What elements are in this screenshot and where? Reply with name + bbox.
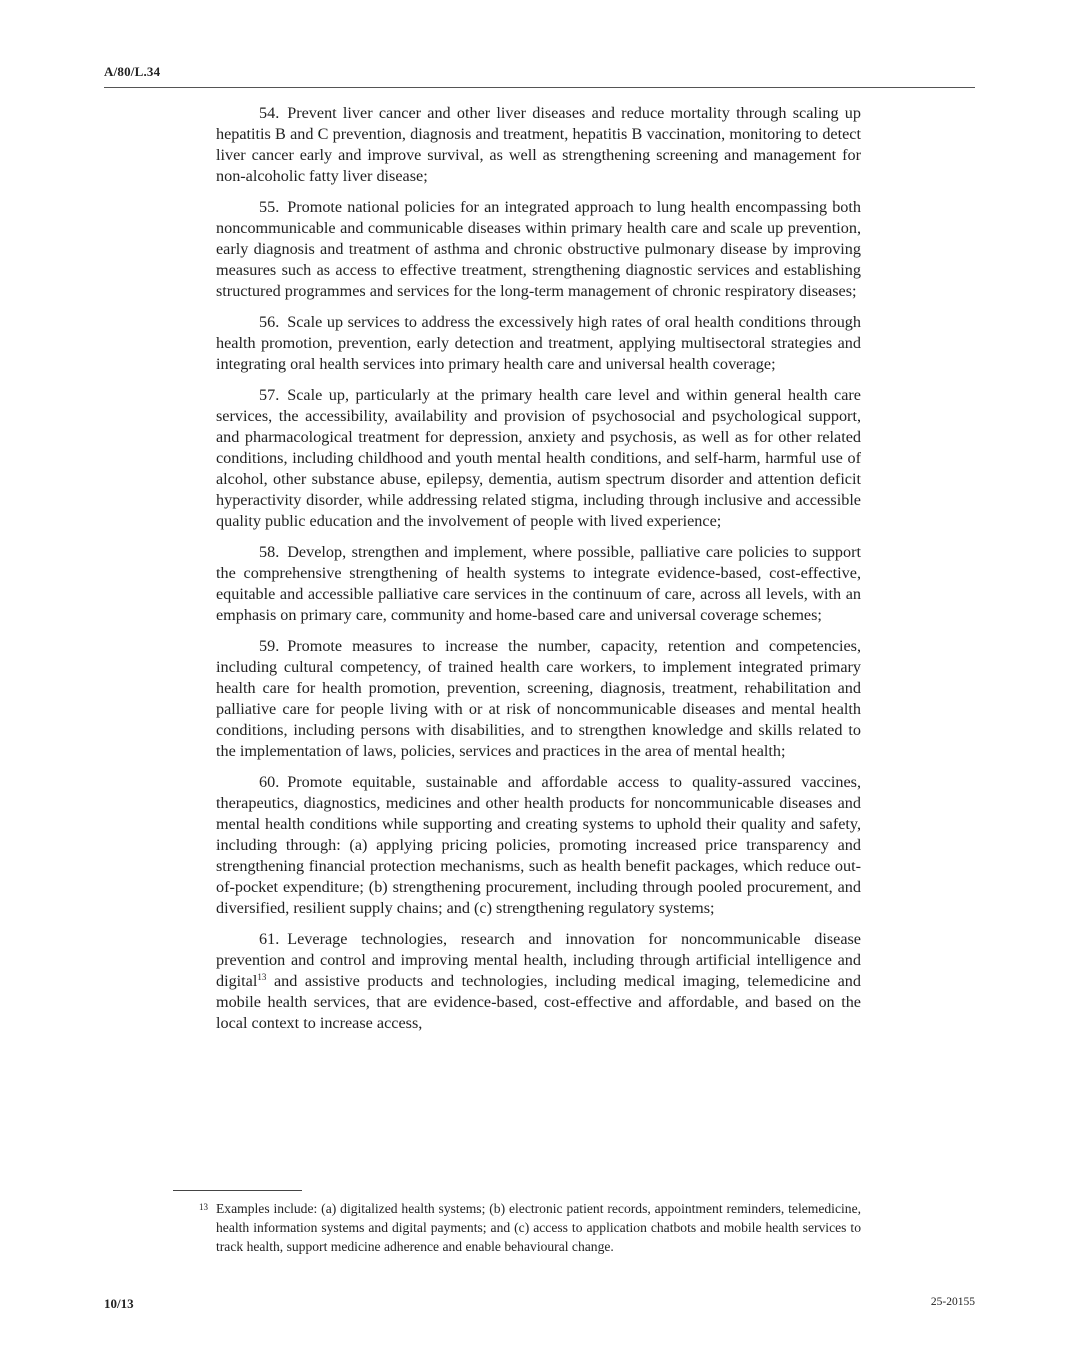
paragraph-text: Promote national policies for an integrated approach to lung health encompassing both noncommunicable and communicable diseases within primary health care and scale up prevention, early diagnosis and treatment of asthma and chronic obstructive pulmonary disease by improving measures such as access to effective treatment, strengthening diagnostic services and establishing structured programmes and services for the long-term management of chronic respiratory diseases; (216, 197, 861, 301)
paragraph-57 (216, 385, 861, 533)
header-divider (104, 87, 975, 88)
footnote-13 (199, 1199, 861, 1256)
paragraph-number: 59. (259, 636, 280, 655)
paragraph-text-continued: and assistive products and technologies, including medical imaging, telemedicine and mobile health services, that are evidence-based, cost-effective and affordable, and based on the local context to increase access, (216, 972, 861, 1033)
paragraph-number: 55. (259, 197, 280, 216)
paragraph-number: 58. (259, 542, 280, 561)
paragraph-number: 56. (259, 312, 280, 331)
paragraph-56 (216, 312, 861, 375)
paragraph-60 (216, 772, 861, 920)
paragraph-text: Develop, strengthen and implement, where possible, palliative care policies to support the comprehensive strengthening of health systems to integrate evidence-based, cost-effective, equitable and accessible palliative care services in the continuum of care, across all levels, with an emphasis on primary care, community and home-based care and universal coverage schemes; (216, 542, 861, 625)
paragraph-text: Promote measures to increase the number, capacity, retention and competencies, including cultural competency, of trained health care workers, to implement integrated primary health care for health promotion, prevention, screening, diagnosis, treatment, rehabilitation and palliative care for people living with or at risk of noncommunicable diseases and mental health conditions, including persons with disabilities, and to strengthen knowledge and skills related to the implementation of laws, policies, services and practices in the area of mental health; (216, 636, 861, 761)
paragraph-54 (216, 103, 861, 187)
paragraph-text: Scale up services to address the excessively high rates of oral health conditions through health promotion, prevention, early detection and treatment, applying multisectoral strategies and integrating oral health services into primary health care and universal health coverage; (216, 312, 861, 374)
document-code: 25-20155 (930, 1296, 975, 1308)
paragraph-text: Promote equitable, sustainable and affordable access to quality-assured vaccines, therapeutics, diagnostics, medicines and other health products for noncommunicable diseases and mental health conditions while supporting and creating systems to uphold their quality and safety, including through: (a) applying pricing policies, promoting increased price transparency and strengthening financial protection mechanisms, such as health benefit packages, which reduce out-of-pocket expenditure; (b) strengthening procurement, including through pooled procurement, and diversified, resilient supply chains; and (c) strengthening regulatory systems; (216, 772, 861, 918)
footnote-reference[interactable]: 13 (257, 972, 267, 983)
paragraph-number: 61. (259, 929, 280, 948)
paragraph-number: 60. (259, 772, 280, 791)
paragraph-61 (216, 929, 861, 1034)
footnote-text: Examples include: (a) digitalized health systems; (b) electronic patient records, appointment reminders, telemedicine, health information systems and digital payments; and (c) access to application chatbots and mobile health services to track health, support medicine adherence and enable behavioural change. (216, 1201, 861, 1254)
paragraph-number: 57. (259, 385, 280, 404)
paragraph-text: Scale up, particularly at the primary health care level and within general health care services, the accessibility, availability and provision of psychosocial and psychological support, and pharmacological treatment for depression, anxiety and psychosis, as well as for other related conditions, including childhood and youth mental health conditions, and self-harm, harmful use of alcohol, other substance abuse, epilepsy, dementia, autism spectrum disorder and attention deficit hyperactivity disorder, while addressing related stigma, including through inclusive and accessible quality public education and the involvement of people with lived experience; (216, 385, 861, 531)
document-symbol: A/80/L.34 (104, 64, 161, 79)
paragraph-59 (216, 636, 861, 763)
paragraph-55 (216, 197, 861, 302)
document-body (216, 103, 861, 1044)
paragraph-number: 54. (259, 104, 280, 122)
paragraph-text: Prevent liver cancer and other liver diseases and reduce mortality through scaling up hepatitis B and C prevention, diagnosis and treatment, hepatitis B vaccination, monitoring to detect liver cancer early and improve survival, as well as strengthening screening and management for non-alcoholic fatty liver disease; (216, 104, 861, 186)
page-number: 10/13 (104, 1296, 134, 1311)
paragraph-text: Leverage technologies, research and innovation for noncommunicable disease prevention and control and improving mental health, including through artificial intelligence and digital (216, 929, 861, 991)
footnote-divider (173, 1190, 302, 1191)
footnote-mark: 13 (199, 1202, 208, 1212)
paragraph-58 (216, 542, 861, 626)
